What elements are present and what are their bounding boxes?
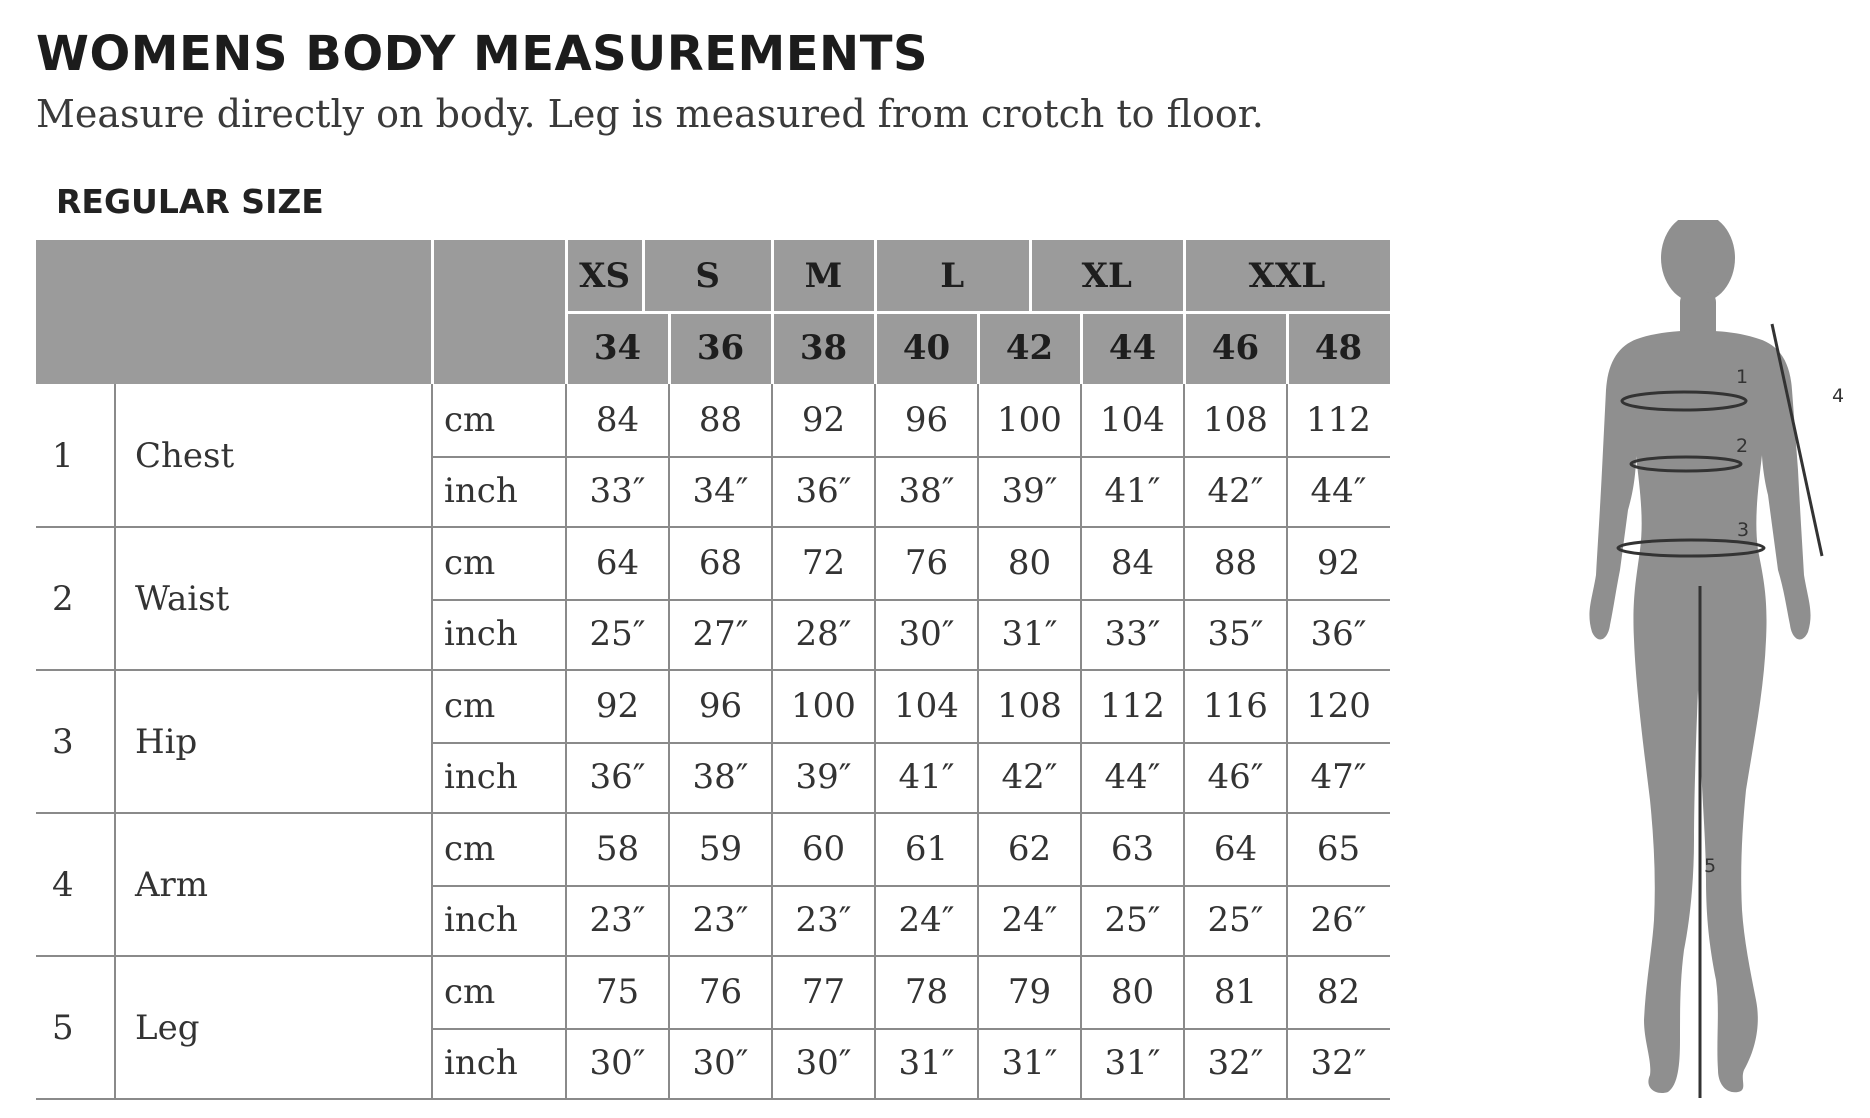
size-number-34: 34	[593, 328, 642, 368]
measure-value: 77	[801, 971, 846, 1012]
header-divider	[771, 240, 774, 312]
measure-value: 64	[595, 542, 640, 583]
measure-value: 62	[1007, 828, 1052, 869]
measure-value: 59	[698, 828, 743, 869]
measure-value: 23″	[589, 900, 646, 941]
unit-label: cm	[444, 685, 496, 726]
header-divider	[874, 240, 877, 312]
measure-value: 92	[1316, 542, 1361, 583]
column-divider	[1286, 384, 1288, 1099]
measure-value: 64	[1213, 828, 1258, 869]
marker-1: 1	[1736, 366, 1749, 388]
header-divider	[1029, 240, 1032, 312]
measure-value: 96	[698, 685, 743, 726]
size-letter-m: M	[804, 256, 843, 296]
measure-value: 104	[1100, 399, 1165, 440]
measure-name: Hip	[135, 721, 198, 762]
measure-value: 92	[595, 685, 640, 726]
sub-row-divider	[432, 742, 1390, 744]
measure-value: 44″	[1104, 757, 1161, 798]
measure-value: 82	[1316, 971, 1361, 1012]
measure-value: 76	[698, 971, 743, 1012]
unit-label: inch	[444, 1043, 518, 1084]
measure-number: 2	[52, 578, 74, 619]
measure-value: 92	[801, 399, 846, 440]
measure-value: 34″	[692, 471, 749, 512]
measure-number: 1	[52, 435, 74, 476]
measure-value: 108	[997, 685, 1062, 726]
measure-value: 80	[1110, 971, 1155, 1012]
measure-value: 88	[1213, 542, 1258, 583]
size-letter-l: L	[940, 256, 965, 296]
marker-4: 4	[1832, 385, 1845, 407]
measure-value: 112	[1306, 399, 1371, 440]
measure-value: 100	[997, 399, 1062, 440]
measure-value: 61	[904, 828, 949, 869]
section-heading: REGULAR SIZE	[56, 182, 324, 221]
page-title: WOMENS BODY MEASUREMENTS	[36, 26, 929, 82]
marker-2: 2	[1736, 435, 1749, 457]
measure-value: 32″	[1207, 1043, 1264, 1084]
header-divider	[565, 240, 568, 384]
header-divider	[771, 312, 774, 384]
unit-label: cm	[444, 971, 496, 1012]
measure-value: 78	[904, 971, 949, 1012]
measure-value: 38″	[898, 471, 955, 512]
measure-value: 100	[791, 685, 856, 726]
measure-value: 33″	[1104, 614, 1161, 655]
measure-value: 33″	[589, 471, 646, 512]
column-divider	[771, 384, 773, 1099]
measure-value: 65	[1316, 828, 1361, 869]
measure-value: 24″	[898, 900, 955, 941]
measure-value: 112	[1100, 685, 1165, 726]
column-divider	[565, 384, 567, 1099]
measure-value: 32″	[1310, 1043, 1367, 1084]
measure-value: 42″	[1001, 757, 1058, 798]
measure-value: 25″	[589, 614, 646, 655]
size-number-40: 40	[902, 328, 951, 368]
size-letter-xs: XS	[579, 256, 631, 296]
measure-value: 58	[595, 828, 640, 869]
size-number-36: 36	[696, 328, 745, 368]
measure-value: 47″	[1310, 757, 1367, 798]
size-letter-xxl: XXL	[1248, 256, 1326, 296]
page-subtitle: Measure directly on body. Leg is measured from crotch to floor.	[36, 92, 1264, 136]
unit-label: cm	[444, 399, 496, 440]
measure-value: 60	[801, 828, 846, 869]
measure-name: Arm	[135, 864, 209, 905]
measure-value: 36″	[589, 757, 646, 798]
measure-value: 63	[1110, 828, 1155, 869]
measure-value: 30″	[795, 1043, 852, 1084]
measure-number: 5	[52, 1007, 74, 1048]
measure-number: 4	[52, 864, 74, 905]
size-number-46: 46	[1211, 328, 1260, 368]
measure-value: 88	[698, 399, 743, 440]
measure-number: 3	[52, 721, 74, 762]
measure-value: 80	[1007, 542, 1052, 583]
measure-value: 39″	[1001, 471, 1058, 512]
measure-value: 23″	[795, 900, 852, 941]
measure-value: 72	[801, 542, 846, 583]
marker-5: 5	[1704, 855, 1717, 877]
measure-value: 104	[894, 685, 959, 726]
header-divider	[1080, 312, 1083, 384]
header-divider	[1183, 240, 1186, 312]
measure-value: 28″	[795, 614, 852, 655]
unit-label: inch	[444, 900, 518, 941]
header-divider	[874, 312, 877, 384]
header-row-divider	[566, 311, 1390, 314]
column-divider	[977, 384, 979, 1099]
measure-value: 23″	[692, 900, 749, 941]
measure-name: Waist	[135, 578, 230, 619]
measure-value: 31″	[1001, 614, 1058, 655]
measure-value: 81	[1213, 971, 1258, 1012]
sub-row-divider	[432, 456, 1390, 458]
header-divider	[1286, 312, 1289, 384]
measure-value: 25″	[1207, 900, 1264, 941]
measure-value: 42″	[1207, 471, 1264, 512]
header-divider	[977, 312, 980, 384]
measure-value: 27″	[692, 614, 749, 655]
measure-value: 31″	[1001, 1043, 1058, 1084]
marker-3: 3	[1737, 519, 1750, 541]
sub-row-divider	[432, 885, 1390, 887]
unit-label: inch	[444, 471, 518, 512]
measure-value: 31″	[1104, 1043, 1161, 1084]
measure-value: 76	[904, 542, 949, 583]
measure-value: 30″	[589, 1043, 646, 1084]
measure-value: 39″	[795, 757, 852, 798]
column-divider	[874, 384, 876, 1099]
measure-name: Leg	[135, 1007, 200, 1048]
header-divider	[668, 312, 671, 384]
measure-value: 41″	[1104, 471, 1161, 512]
measure-value: 24″	[1001, 900, 1058, 941]
unit-label: cm	[444, 542, 496, 583]
measure-value: 44″	[1310, 471, 1367, 512]
measure-value: 38″	[692, 757, 749, 798]
measure-value: 75	[595, 971, 640, 1012]
measure-value: 31″	[898, 1043, 955, 1084]
header-divider	[642, 240, 645, 312]
measure-value: 36″	[1310, 614, 1367, 655]
measure-value: 68	[698, 542, 743, 583]
header-divider	[431, 240, 434, 384]
size-number-48: 48	[1314, 328, 1363, 368]
size-letter-s: S	[695, 256, 720, 296]
size-letter-xl: XL	[1081, 256, 1132, 296]
unit-label: inch	[444, 757, 518, 798]
sub-row-divider	[432, 599, 1390, 601]
column-divider	[431, 384, 433, 1099]
sub-row-divider	[432, 1028, 1390, 1030]
measure-value: 25″	[1104, 900, 1161, 941]
measure-value: 26″	[1310, 900, 1367, 941]
measure-value: 41″	[898, 757, 955, 798]
measure-value: 30″	[898, 614, 955, 655]
size-number-42: 42	[1005, 328, 1054, 368]
column-divider	[1183, 384, 1185, 1099]
measure-value: 30″	[692, 1043, 749, 1084]
measure-value: 36″	[795, 471, 852, 512]
measure-value: 84	[1110, 542, 1155, 583]
size-number-44: 44	[1108, 328, 1157, 368]
header-divider	[1183, 312, 1186, 384]
body-figure-illustration	[1540, 220, 1860, 1110]
measure-value: 84	[595, 399, 640, 440]
measure-value: 96	[904, 399, 949, 440]
unit-label: inch	[444, 614, 518, 655]
measure-value: 35″	[1207, 614, 1264, 655]
measure-value: 116	[1203, 685, 1268, 726]
measure-name: Chest	[135, 435, 235, 476]
measure-value: 120	[1306, 685, 1371, 726]
column-divider	[668, 384, 670, 1099]
measure-value: 108	[1203, 399, 1268, 440]
unit-label: cm	[444, 828, 496, 869]
column-divider	[1080, 384, 1082, 1099]
measure-value: 46″	[1207, 757, 1264, 798]
size-number-38: 38	[799, 328, 848, 368]
measure-value: 79	[1007, 971, 1052, 1012]
column-divider	[114, 384, 116, 1099]
row-divider	[36, 1098, 1390, 1100]
